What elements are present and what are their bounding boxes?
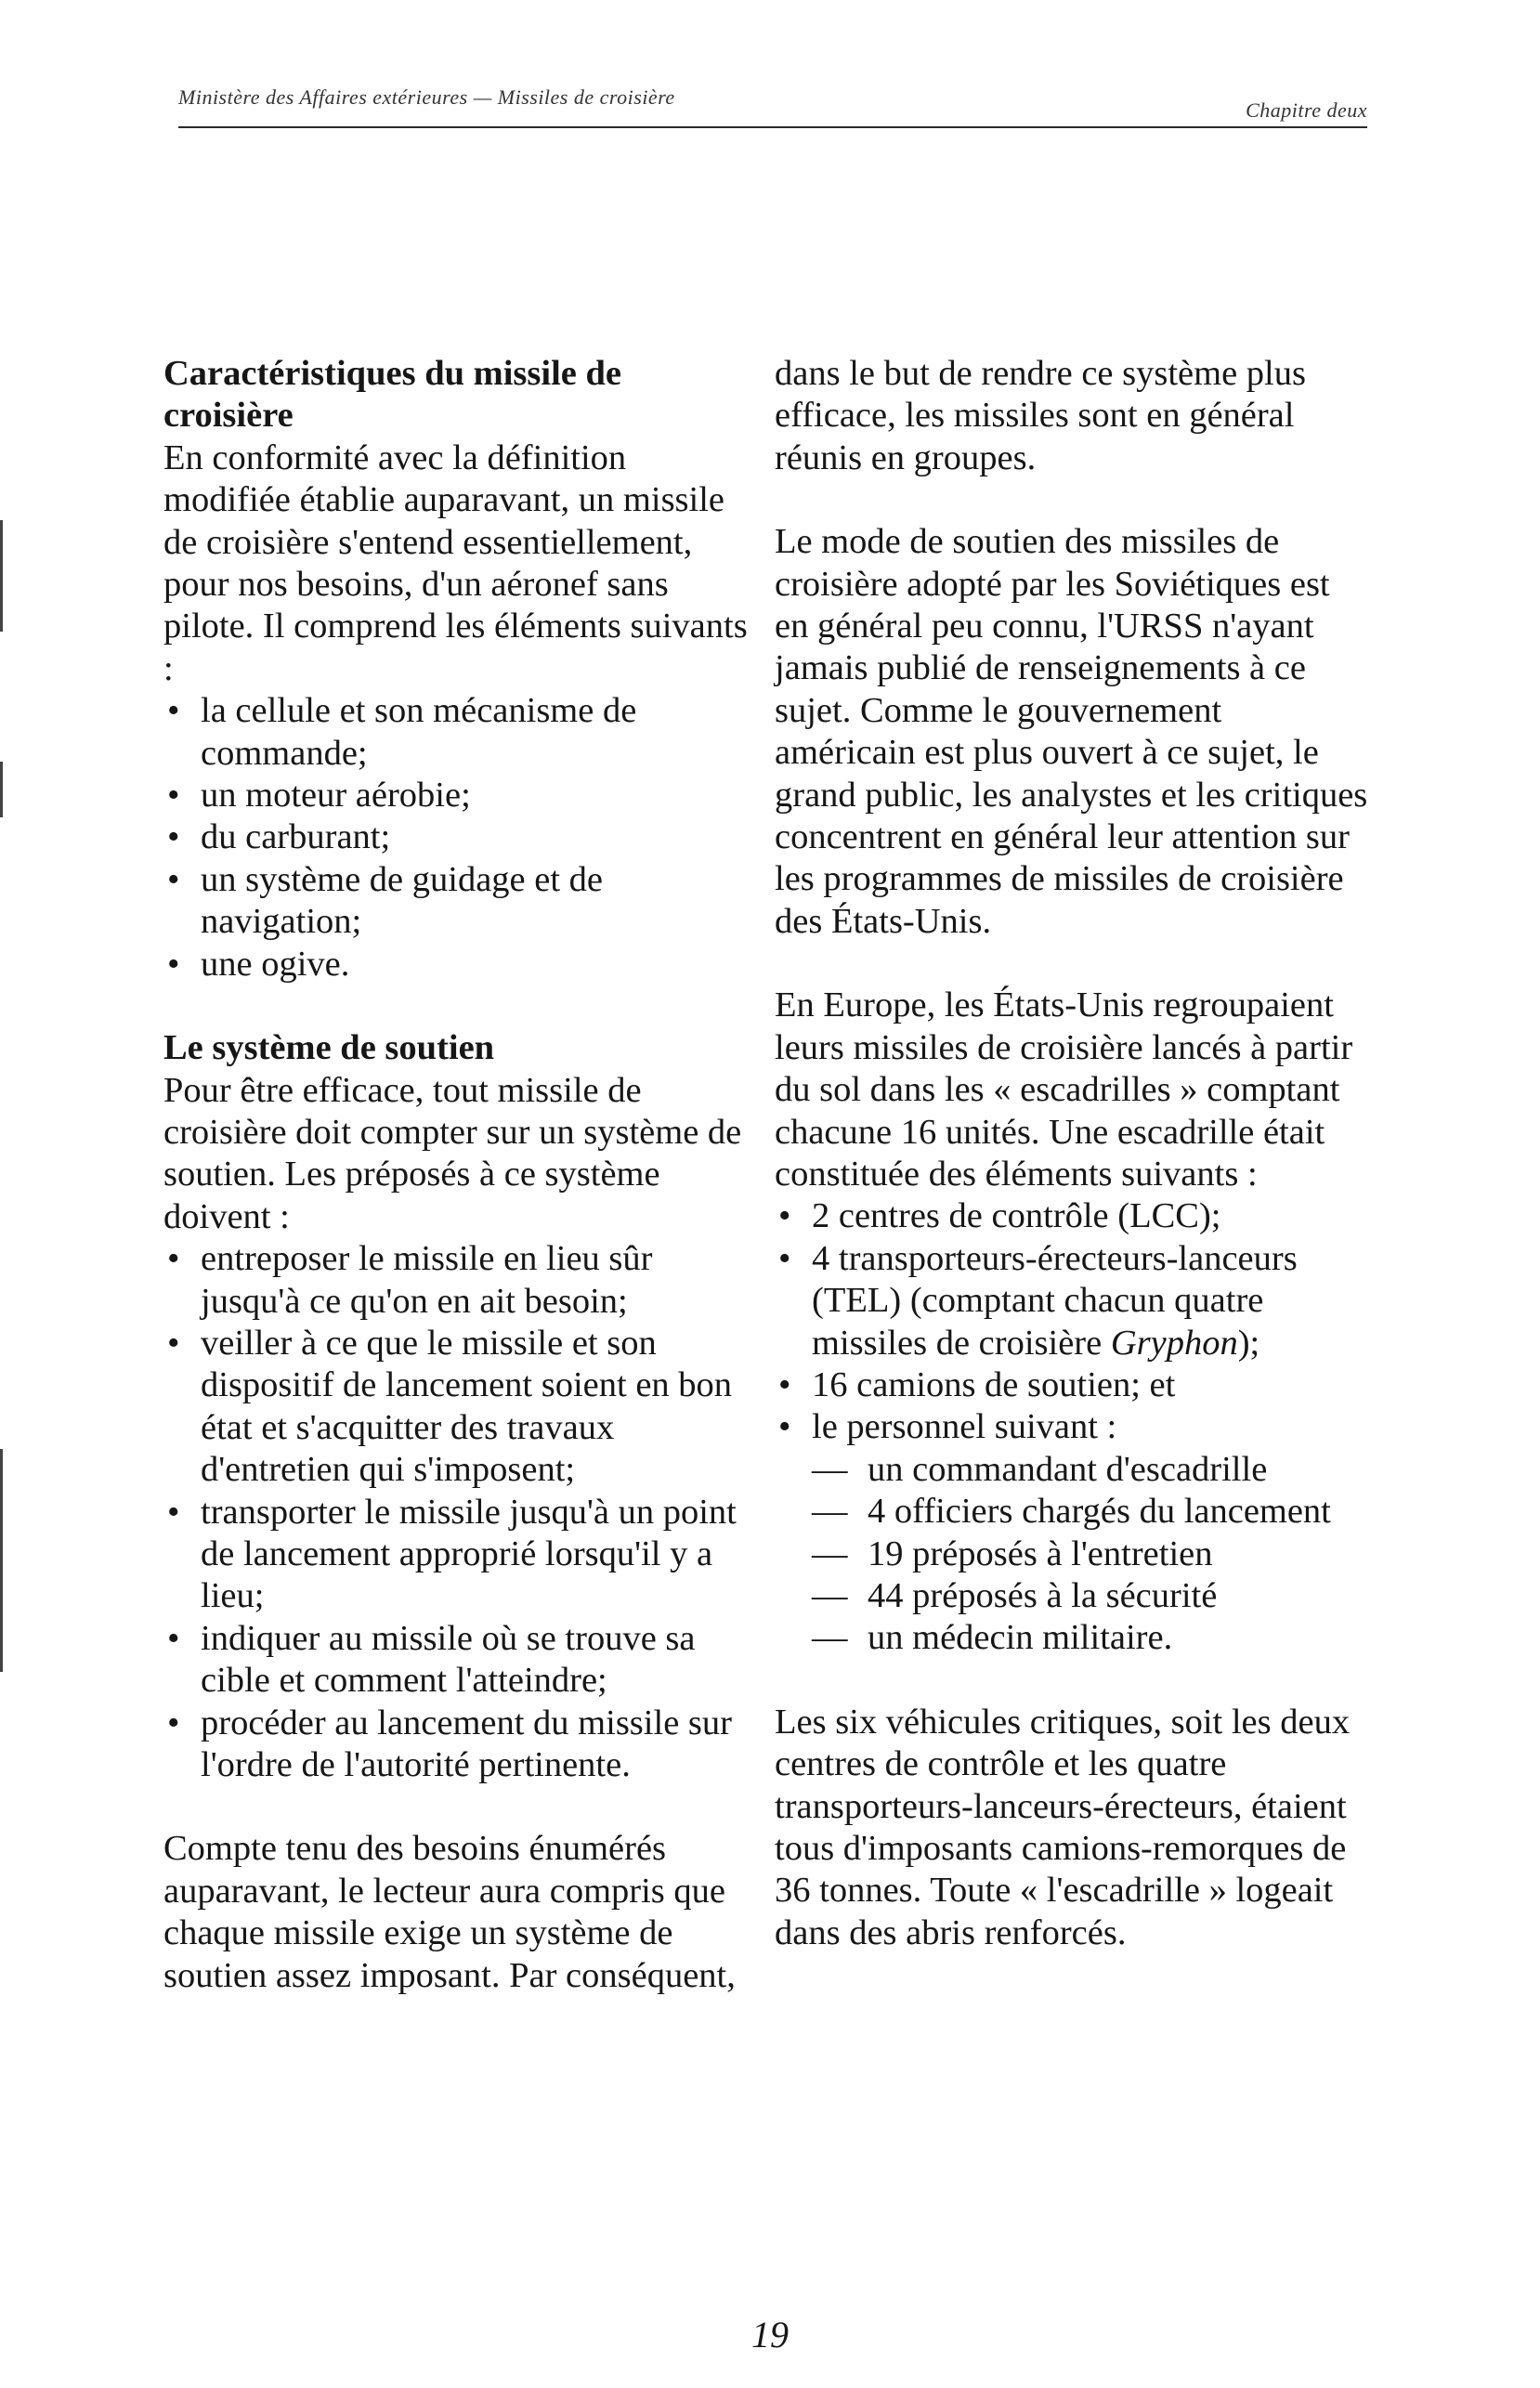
list-item: — un médecin militaire. xyxy=(812,1617,1369,1659)
list-item: — 19 préposés à l'entretien xyxy=(812,1533,1369,1575)
squadron-elements-list xyxy=(775,1195,1369,1448)
list-item-text: le personnel suivant : xyxy=(812,1407,1117,1447)
list-item xyxy=(775,1406,1369,1448)
personnel-list xyxy=(812,1449,1369,1660)
list-item: • transporter le missile jusqu'à un point de lancement approprié lorsqu'il y a lieu; xyxy=(163,1492,758,1618)
closing-paragraph: Compte tenu des besoins énumérés auparavant, le lecteur aura compris que chaque missile exige un système de soutien assez imposant. Par conséquent, xyxy=(163,1829,736,1995)
soviet-support-paragraph: Le mode de soutien des missiles de croisière adopté par les Soviétiques est en général peu connu, l'URSS n'ayant jamais publié de renseignements à ce sujet. Comme le gouvernement américain est plus ouvert à ce sujet, le grand public, les analystes et les critiques concentrent en général leur attention sur les programmes de missiles de croisière des États-Unis. xyxy=(775,522,1368,941)
list-item: • entreposer le missile en lieu sûr jusqu'à ce qu'on en ait besoin; xyxy=(163,1238,758,1323)
list-item: — un commandant d'escadrille xyxy=(812,1449,1369,1491)
right-column xyxy=(775,353,1369,1954)
europe-squadrons-paragraph: En Europe, les États-Unis regroupaient leurs missiles de croisière lancés à partir du sol dans les « escadrilles » comptant chacune 16 unités. Une escadrille était constituée des éléments suivants : xyxy=(775,985,1353,1194)
list-item-text: 4 transporteurs-érecteurs-lanceurs (TEL) (comptant chacun quatre missiles de croisière xyxy=(812,1238,1298,1363)
list-item: — 44 préposés à la sécurité xyxy=(812,1575,1369,1617)
list-item: • veiller à ce que le missile et son dispositif de lancement soient en bon état et s'acquitter des travaux d'entretien qui s'imposent; xyxy=(163,1323,758,1492)
list-item: • procéder au lancement du missile sur l'ordre de l'autorité pertinente. xyxy=(163,1703,758,1787)
list-item: • la cellule et son mécanisme de commande; xyxy=(163,690,758,775)
left-column xyxy=(163,353,758,1997)
page-number: 19 xyxy=(751,2314,789,2355)
section-intro-paragraph: En conformité avec la définition modifiée établie auparavant, un missile de croisière s'entend essentiellement, pour nos besoins, d'un aéronef sans pilote. Il comprend les éléments suivants : xyxy=(163,437,748,688)
critical-vehicles-paragraph: Les six véhicules critiques, soit les deux centres de contrôle et les quatre transporteurs-lanceurs-érecteurs, étaient tous d'imposants camions-remorques de 36 tonnes. Toute « l'escadrille » logeait dans des abris renforcés. xyxy=(775,1702,1351,1952)
missile-name: Gryphon xyxy=(1110,1323,1238,1363)
section-intro-paragraph: Pour être efficace, tout missile de croisière doit compter sur un système de soutien. Les préposés à ce système doivent : xyxy=(163,1070,742,1236)
scan-edge-mark xyxy=(0,762,3,817)
list-item xyxy=(775,1238,1369,1364)
list-item: • du carburant; xyxy=(163,816,758,858)
list-item: • 2 centres de contrôle (LCC); xyxy=(775,1195,1369,1237)
scan-edge-mark xyxy=(0,520,3,632)
support-duties-list xyxy=(163,1238,758,1786)
section-title-support-system: Le système de soutien xyxy=(163,1028,495,1068)
list-item: — 4 officiers chargés du lancement xyxy=(812,1491,1369,1533)
header-chapter-title: Chapitre deux xyxy=(1246,98,1367,122)
header-publication-title: Ministère des Affaires extérieures — Missiles de croisière xyxy=(178,85,675,109)
list-item: • indiquer au missile où se trouve sa cible et comment l'atteindre; xyxy=(163,1618,758,1703)
list-item: • 16 camions de soutien; et xyxy=(775,1364,1369,1406)
list-item: • un système de guidage et de navigation; xyxy=(163,859,758,944)
scan-edge-mark xyxy=(0,1449,3,1672)
components-list xyxy=(163,690,758,985)
section-title-cruise-missile-characteristics: Caractéristiques du missile de croisière xyxy=(163,354,621,436)
list-item: • un moteur aérobie; xyxy=(163,775,758,816)
list-item: • une ogive. xyxy=(163,944,758,985)
running-header xyxy=(178,80,1367,128)
list-item-text: ); xyxy=(1237,1323,1260,1363)
continued-paragraph: dans le but de rendre ce système plus efficace, les missiles sont en général réunis en groupes. xyxy=(775,354,1306,477)
